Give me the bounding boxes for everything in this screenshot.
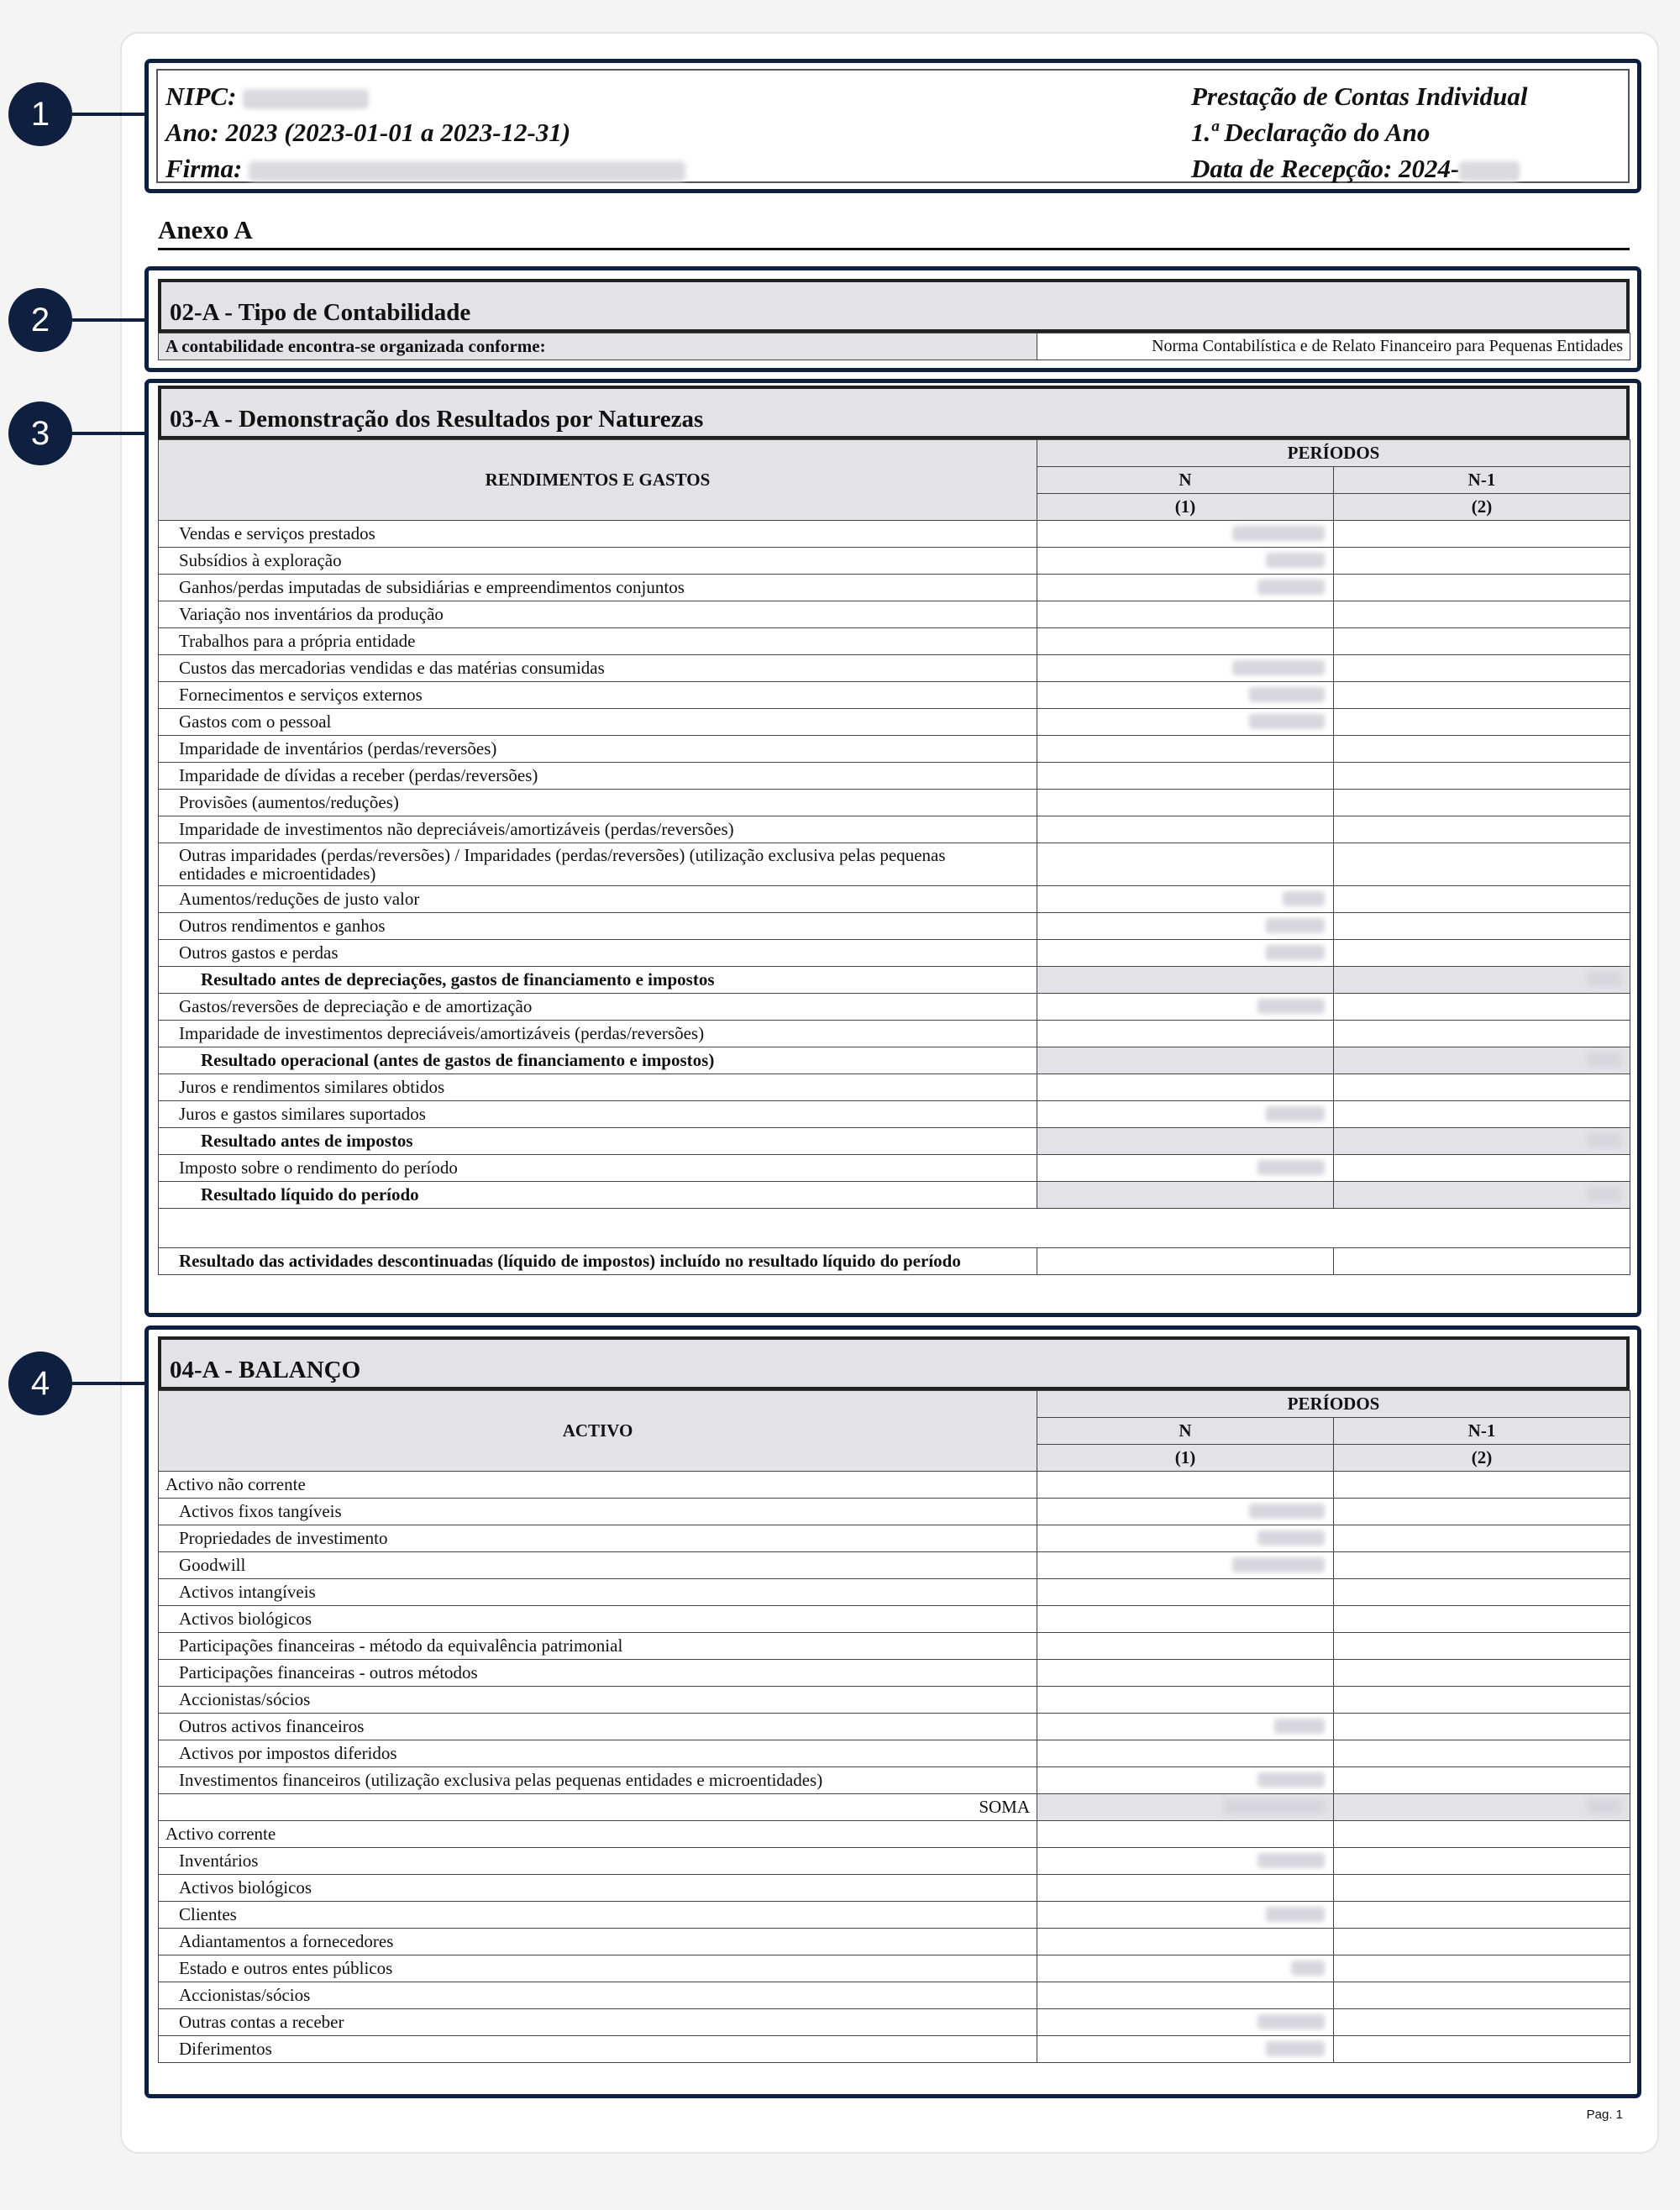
- redacted-value: [1232, 526, 1325, 541]
- section-02-title: 02-A - Tipo de Contabilidade: [158, 279, 1630, 333]
- income-statement-table: [158, 439, 1630, 1275]
- table-row: [159, 521, 1630, 548]
- table-row: [159, 1248, 1630, 1275]
- value-cell-n1: [1334, 601, 1630, 628]
- value-cell-n1: [1334, 1821, 1630, 1848]
- redacted-value: [1588, 1133, 1621, 1148]
- value-cell-n: [1037, 886, 1334, 913]
- row-label: Gastos com o pessoal: [159, 709, 1037, 736]
- col-header-activo: ACTIVO: [159, 1391, 1037, 1472]
- section-04-title: 04-A - BALANÇO: [158, 1336, 1630, 1390]
- table-row: [159, 790, 1630, 816]
- firma-redacted: [249, 161, 685, 181]
- value-cell-n: [1037, 1740, 1334, 1767]
- redacted-value: [1266, 945, 1325, 960]
- redacted-value: [1232, 660, 1325, 675]
- table-row: [159, 1633, 1630, 1660]
- value-cell-n: [1037, 709, 1334, 736]
- table-header-row: [159, 440, 1630, 467]
- row-label: Outros rendimentos e ganhos: [159, 913, 1037, 940]
- table-row: [159, 628, 1630, 655]
- table-row: [159, 1606, 1630, 1633]
- value-cell-n1: [1334, 1021, 1630, 1047]
- redacted-value: [1249, 714, 1325, 729]
- value-cell-n: [1037, 1794, 1334, 1821]
- redacted-value: [1249, 687, 1325, 702]
- redacted-value: [1257, 1772, 1325, 1787]
- value-cell-n1: [1334, 1606, 1630, 1633]
- value-cell-n1: [1334, 628, 1630, 655]
- redacted-value: [1266, 1106, 1325, 1121]
- row-label: Participações financeiras - método da equivalência patrimonial: [159, 1633, 1037, 1660]
- data-recepcao-label: Data de Recepção: 2024-: [1191, 154, 1460, 183]
- value-cell-n1: [1334, 1848, 1630, 1875]
- nipc-redacted: [243, 89, 369, 109]
- value-cell-n: [1037, 1552, 1334, 1579]
- value-cell-n1: [1334, 940, 1630, 967]
- redacted-value: [1588, 1053, 1621, 1068]
- value-cell-n: [1037, 1955, 1334, 1982]
- row-label: Activos biológicos: [159, 1875, 1037, 1902]
- value-cell-n: [1037, 1929, 1334, 1955]
- value-cell-n: [1037, 1472, 1334, 1499]
- redacted-value: [1291, 1961, 1325, 1976]
- table-row: [159, 333, 1630, 360]
- table-row: [159, 816, 1630, 843]
- value-cell-n1: [1334, 575, 1630, 601]
- table-row: [159, 1155, 1630, 1182]
- value-cell-n: [1037, 2036, 1334, 2063]
- row-label: Imparidade de investimentos não depreciáveis/amortizáveis (perdas/reversões): [159, 816, 1037, 843]
- value-cell-n1: [1334, 1074, 1630, 1101]
- value-cell-n1: [1334, 1875, 1630, 1902]
- row-label: Resultado líquido do período: [159, 1182, 1037, 1209]
- table-row: [159, 655, 1630, 682]
- table-row: [159, 1875, 1630, 1902]
- redacted-value: [1588, 1187, 1621, 1202]
- table-row: [159, 1902, 1630, 1929]
- table-row: [159, 1021, 1630, 1047]
- balance-sheet-table: [158, 1390, 1630, 2063]
- row-label: Outros gastos e perdas: [159, 940, 1037, 967]
- table-row: [159, 548, 1630, 575]
- row-label: Custos das mercadorias vendidas e das matérias consumidas: [159, 655, 1037, 682]
- redacted-value: [1232, 1557, 1325, 1572]
- row-label: Imposto sobre o rendimento do período: [159, 1155, 1037, 1182]
- row-label: Activos por impostos diferidos: [159, 1740, 1037, 1767]
- redacted-value: [1249, 1504, 1325, 1519]
- col-header-n: N: [1037, 467, 1334, 494]
- row-label: Vendas e serviços prestados: [159, 521, 1037, 548]
- table-row: [159, 575, 1630, 601]
- value-cell-n1: [1334, 1182, 1630, 1209]
- table-row: [159, 1955, 1630, 1982]
- value-cell-n: [1037, 1875, 1334, 1902]
- value-cell-n1: [1334, 913, 1630, 940]
- row-label: Activo corrente: [159, 1821, 1037, 1848]
- table-row: [159, 1929, 1630, 1955]
- value-cell-n: [1037, 1182, 1334, 1209]
- value-cell-n: [1037, 1101, 1334, 1128]
- value-cell-n: [1037, 1021, 1334, 1047]
- nipc-line: [165, 79, 369, 114]
- data-recepcao-line: [1191, 151, 1520, 186]
- value-cell-n: [1037, 790, 1334, 816]
- value-cell-n1: [1334, 1128, 1630, 1155]
- value-cell-n1: [1334, 1155, 1630, 1182]
- value-cell-n: [1037, 1687, 1334, 1714]
- redacted-value: [1266, 918, 1325, 933]
- value-cell-n: [1037, 940, 1334, 967]
- callout-4-line: [72, 1382, 146, 1385]
- row-label: Subsídios à exploração: [159, 548, 1037, 575]
- value-cell-n1: [1334, 736, 1630, 763]
- table-row: [159, 1128, 1630, 1155]
- section-03-title: 03-A - Demonstração dos Resultados por Naturezas: [158, 386, 1630, 439]
- redacted-value: [1266, 1907, 1325, 1922]
- redacted-value: [1283, 891, 1325, 906]
- row-label: Inventários: [159, 1848, 1037, 1875]
- row-label: [159, 843, 1037, 886]
- value-cell-n: [1037, 2009, 1334, 2036]
- callout-1-line: [72, 113, 146, 116]
- table-row: [159, 1472, 1630, 1499]
- row-label: Imparidade de inventários (perdas/reversões): [159, 736, 1037, 763]
- value-cell-n: [1037, 736, 1334, 763]
- value-cell-n: [1037, 1633, 1334, 1660]
- col-header-n-num: (1): [1037, 1445, 1334, 1472]
- table-row: [159, 843, 1630, 886]
- row-label: Imparidade de dívidas a receber (perdas/reversões): [159, 763, 1037, 790]
- value-cell-n: [1037, 1848, 1334, 1875]
- redacted-value: [1257, 1530, 1325, 1546]
- spacer-row: [159, 1209, 1630, 1248]
- redacted-value: [1266, 553, 1325, 568]
- discontinued-label: Resultado das actividades descontinuadas (líquido de impostos) incluído no resultado líquido do período: [159, 1248, 1037, 1275]
- value-cell-n1: [1334, 1579, 1630, 1606]
- accounting-answer: Norma Contabilística e de Relato Financeiro para Pequenas Entidades: [1037, 333, 1630, 360]
- value-cell-n: [1037, 1660, 1334, 1687]
- value-cell-n1: [1334, 1714, 1630, 1740]
- page-number: Pag. 1: [1586, 2108, 1623, 2122]
- row-label: Variação nos inventários da produção: [159, 601, 1037, 628]
- callout-3-line: [72, 432, 146, 435]
- row-label-line-1: Outras imparidades (perdas/reversões) / Imparidades (perdas/reversões) (utilização exclusiva pelas pequenas: [179, 845, 946, 865]
- redacted-value: [1257, 999, 1325, 1014]
- callout-1: 1: [8, 82, 72, 146]
- row-label: Ganhos/perdas imputadas de subsidiárias e empreendimentos conjuntos: [159, 575, 1037, 601]
- value-cell-n: [1037, 913, 1334, 940]
- value-cell-n: [1037, 1128, 1334, 1155]
- value-cell-n1: [1334, 816, 1630, 843]
- anexo-rule: [158, 248, 1630, 250]
- value-cell-n1: [1334, 1525, 1630, 1552]
- table-row: [159, 1821, 1630, 1848]
- declaracao-line: 1.ª Declaração do Ano: [1191, 118, 1431, 147]
- value-cell-n: [1037, 763, 1334, 790]
- table-row: [159, 967, 1630, 994]
- value-cell-n: [1037, 1499, 1334, 1525]
- section-02-table: [158, 333, 1630, 360]
- value-cell-n: [1037, 1047, 1334, 1074]
- row-label: Accionistas/sócios: [159, 1687, 1037, 1714]
- value-cell-n: [1037, 1155, 1334, 1182]
- value-cell-n1: [1334, 1499, 1630, 1525]
- row-label: Clientes: [159, 1902, 1037, 1929]
- value-cell-n: [1037, 1714, 1334, 1740]
- table-row: [159, 1982, 1630, 2009]
- value-cell-n1: [1334, 1982, 1630, 2009]
- table-row: [159, 1767, 1630, 1794]
- value-cell-n: [1037, 628, 1334, 655]
- row-label: Outros activos financeiros: [159, 1714, 1037, 1740]
- value-cell-n: [1037, 843, 1334, 886]
- value-cell-n1: [1334, 1687, 1630, 1714]
- value-cell-n1: [1334, 709, 1630, 736]
- value-cell-n: [1037, 1767, 1334, 1794]
- value-cell-n: [1037, 1074, 1334, 1101]
- table-row: [159, 1552, 1630, 1579]
- row-label: Juros e gastos similares suportados: [159, 1101, 1037, 1128]
- value-cell-n1: [1334, 967, 1630, 994]
- value-cell-n1: [1334, 1552, 1630, 1579]
- col-header-rendimentos: RENDIMENTOS E GASTOS: [159, 440, 1037, 521]
- row-label: Activos fixos tangíveis: [159, 1499, 1037, 1525]
- row-label: Goodwill: [159, 1552, 1037, 1579]
- value-cell-n1: [1334, 521, 1630, 548]
- value-cell-n: [1037, 994, 1334, 1021]
- table-row: [159, 709, 1630, 736]
- value-cell-n1: [1334, 1472, 1630, 1499]
- anexo-title: Anexo A: [158, 215, 253, 244]
- table-row: [159, 1499, 1630, 1525]
- table-row: [159, 2009, 1630, 2036]
- value-cell-n1: [1334, 1660, 1630, 1687]
- table-row: [159, 1101, 1630, 1128]
- nipc-label: NIPC:: [165, 81, 237, 111]
- table-row: [159, 994, 1630, 1021]
- redacted-value: [1588, 972, 1621, 987]
- value-cell-n: [1037, 601, 1334, 628]
- redacted-value: [1257, 1853, 1325, 1868]
- table-row: [159, 1848, 1630, 1875]
- header-title-right: Prestação de Contas Individual: [1191, 81, 1528, 111]
- table-row: [159, 1687, 1630, 1714]
- callout-3: 3: [8, 402, 72, 465]
- value-cell-n1: [1334, 763, 1630, 790]
- row-label: Activos intangíveis: [159, 1579, 1037, 1606]
- value-cell-n: [1037, 548, 1334, 575]
- col-header-n-num: (1): [1037, 494, 1334, 521]
- row-label: Trabalhos para a própria entidade: [159, 628, 1037, 655]
- value-cell-n: [1037, 967, 1334, 994]
- table-row: [159, 1525, 1630, 1552]
- row-label: Resultado antes de depreciações, gastos de financiamento e impostos: [159, 967, 1037, 994]
- value-cell-n1: [1334, 790, 1630, 816]
- value-cell-n: [1037, 1579, 1334, 1606]
- table-row: [159, 913, 1630, 940]
- col-header-periodos: PERÍODOS: [1037, 440, 1630, 467]
- value-cell-n: [1037, 1902, 1334, 1929]
- row-label: Gastos/reversões de depreciação e de amortização: [159, 994, 1037, 1021]
- col-header-periodos: PERÍODOS: [1037, 1391, 1630, 1418]
- table-row: [159, 682, 1630, 709]
- value-cell-n1: [1334, 1902, 1630, 1929]
- value-cell-n: [1037, 655, 1334, 682]
- value-cell-n1: [1334, 1740, 1630, 1767]
- callout-4: 4: [8, 1352, 72, 1415]
- row-label: Estado e outros entes públicos: [159, 1955, 1037, 1982]
- redacted-value: [1257, 1160, 1325, 1175]
- value-cell-n: [1037, 682, 1334, 709]
- value-cell-n1: [1334, 843, 1630, 886]
- table-row: [159, 1794, 1630, 1821]
- accounting-question: A contabilidade encontra-se organizada conforme:: [159, 333, 1037, 360]
- table-row: [159, 601, 1630, 628]
- redacted-value: [1257, 580, 1325, 595]
- firma-label: Firma:: [165, 154, 243, 183]
- redacted-value: [1266, 2041, 1325, 2056]
- value-cell-n1: [1334, 1929, 1630, 1955]
- row-label: Investimentos financeiros (utilização exclusiva pelas pequenas entidades e microentidades): [159, 1767, 1037, 1794]
- col-header-n1-num: (2): [1334, 1445, 1630, 1472]
- row-label: Participações financeiras - outros métodos: [159, 1660, 1037, 1687]
- table-row: [159, 1074, 1630, 1101]
- value-cell-n1: [1334, 1248, 1630, 1275]
- row-label: Imparidade de investimentos depreciáveis/amortizáveis (perdas/reversões): [159, 1021, 1037, 1047]
- value-cell-n1: [1334, 1047, 1630, 1074]
- ano-line: Ano: 2023 (2023-01-01 a 2023-12-31): [165, 118, 571, 147]
- value-cell-n1: [1334, 1955, 1630, 1982]
- value-cell-n: [1037, 816, 1334, 843]
- redacted-value: [1274, 1719, 1325, 1734]
- value-cell-n1: [1334, 1633, 1630, 1660]
- data-recepcao-redacted: [1459, 161, 1520, 181]
- table-row: [159, 1579, 1630, 1606]
- redacted-value: [1224, 1799, 1325, 1814]
- value-cell-n: [1037, 1606, 1334, 1633]
- value-cell-n1: [1334, 548, 1630, 575]
- col-header-n1: N-1: [1334, 467, 1630, 494]
- value-cell-n1: [1334, 2009, 1630, 2036]
- col-header-n1: N-1: [1334, 1418, 1630, 1445]
- callout-2: 2: [8, 288, 72, 352]
- redacted-value: [1257, 2014, 1325, 2029]
- table-row: [159, 2036, 1630, 2063]
- value-cell-n: [1037, 1982, 1334, 2009]
- table-header-row: [159, 1391, 1630, 1418]
- col-header-n: N: [1037, 1418, 1334, 1445]
- redacted-value: [1588, 1799, 1621, 1814]
- row-label: Adiantamentos a fornecedores: [159, 1929, 1037, 1955]
- value-cell-n1: [1334, 1794, 1630, 1821]
- table-row: [159, 1182, 1630, 1209]
- row-label: Activos biológicos: [159, 1606, 1037, 1633]
- row-label: Fornecimentos e serviços externos: [159, 682, 1037, 709]
- row-label: Aumentos/reduções de justo valor: [159, 886, 1037, 913]
- value-cell-n1: [1334, 1767, 1630, 1794]
- value-cell-n1: [1334, 886, 1630, 913]
- table-row: [159, 886, 1630, 913]
- row-label-line-2: entidades e microentidades): [179, 864, 376, 884]
- table-row: [159, 736, 1630, 763]
- value-cell-n1: [1334, 2036, 1630, 2063]
- row-label: Resultado antes de impostos: [159, 1128, 1037, 1155]
- table-row: [159, 1660, 1630, 1687]
- row-label: Provisões (aumentos/reduções): [159, 790, 1037, 816]
- callout-2-line: [72, 318, 146, 322]
- value-cell-n: [1037, 1821, 1334, 1848]
- value-cell-n: [1037, 521, 1334, 548]
- row-label: Resultado operacional (antes de gastos de financiamento e impostos): [159, 1047, 1037, 1074]
- table-row: [159, 1047, 1630, 1074]
- row-label: Accionistas/sócios: [159, 1982, 1037, 2009]
- spacer-cell: [159, 1209, 1630, 1248]
- row-label: Juros e rendimentos similares obtidos: [159, 1074, 1037, 1101]
- value-cell-n1: [1334, 1101, 1630, 1128]
- value-cell-n: [1037, 575, 1334, 601]
- value-cell-n: [1037, 1248, 1334, 1275]
- value-cell-n1: [1334, 682, 1630, 709]
- soma-label: SOMA: [159, 1794, 1037, 1821]
- table-row: [159, 763, 1630, 790]
- value-cell-n1: [1334, 655, 1630, 682]
- table-row: [159, 1714, 1630, 1740]
- table-row: [159, 940, 1630, 967]
- row-label: Propriedades de investimento: [159, 1525, 1037, 1552]
- row-label: Diferimentos: [159, 2036, 1037, 2063]
- col-header-n1-num: (2): [1334, 494, 1630, 521]
- firma-line: [165, 151, 685, 186]
- value-cell-n: [1037, 1525, 1334, 1552]
- table-row: [159, 1740, 1630, 1767]
- value-cell-n1: [1334, 994, 1630, 1021]
- row-label: Outras contas a receber: [159, 2009, 1037, 2036]
- row-label: Activo não corrente: [159, 1472, 1037, 1499]
